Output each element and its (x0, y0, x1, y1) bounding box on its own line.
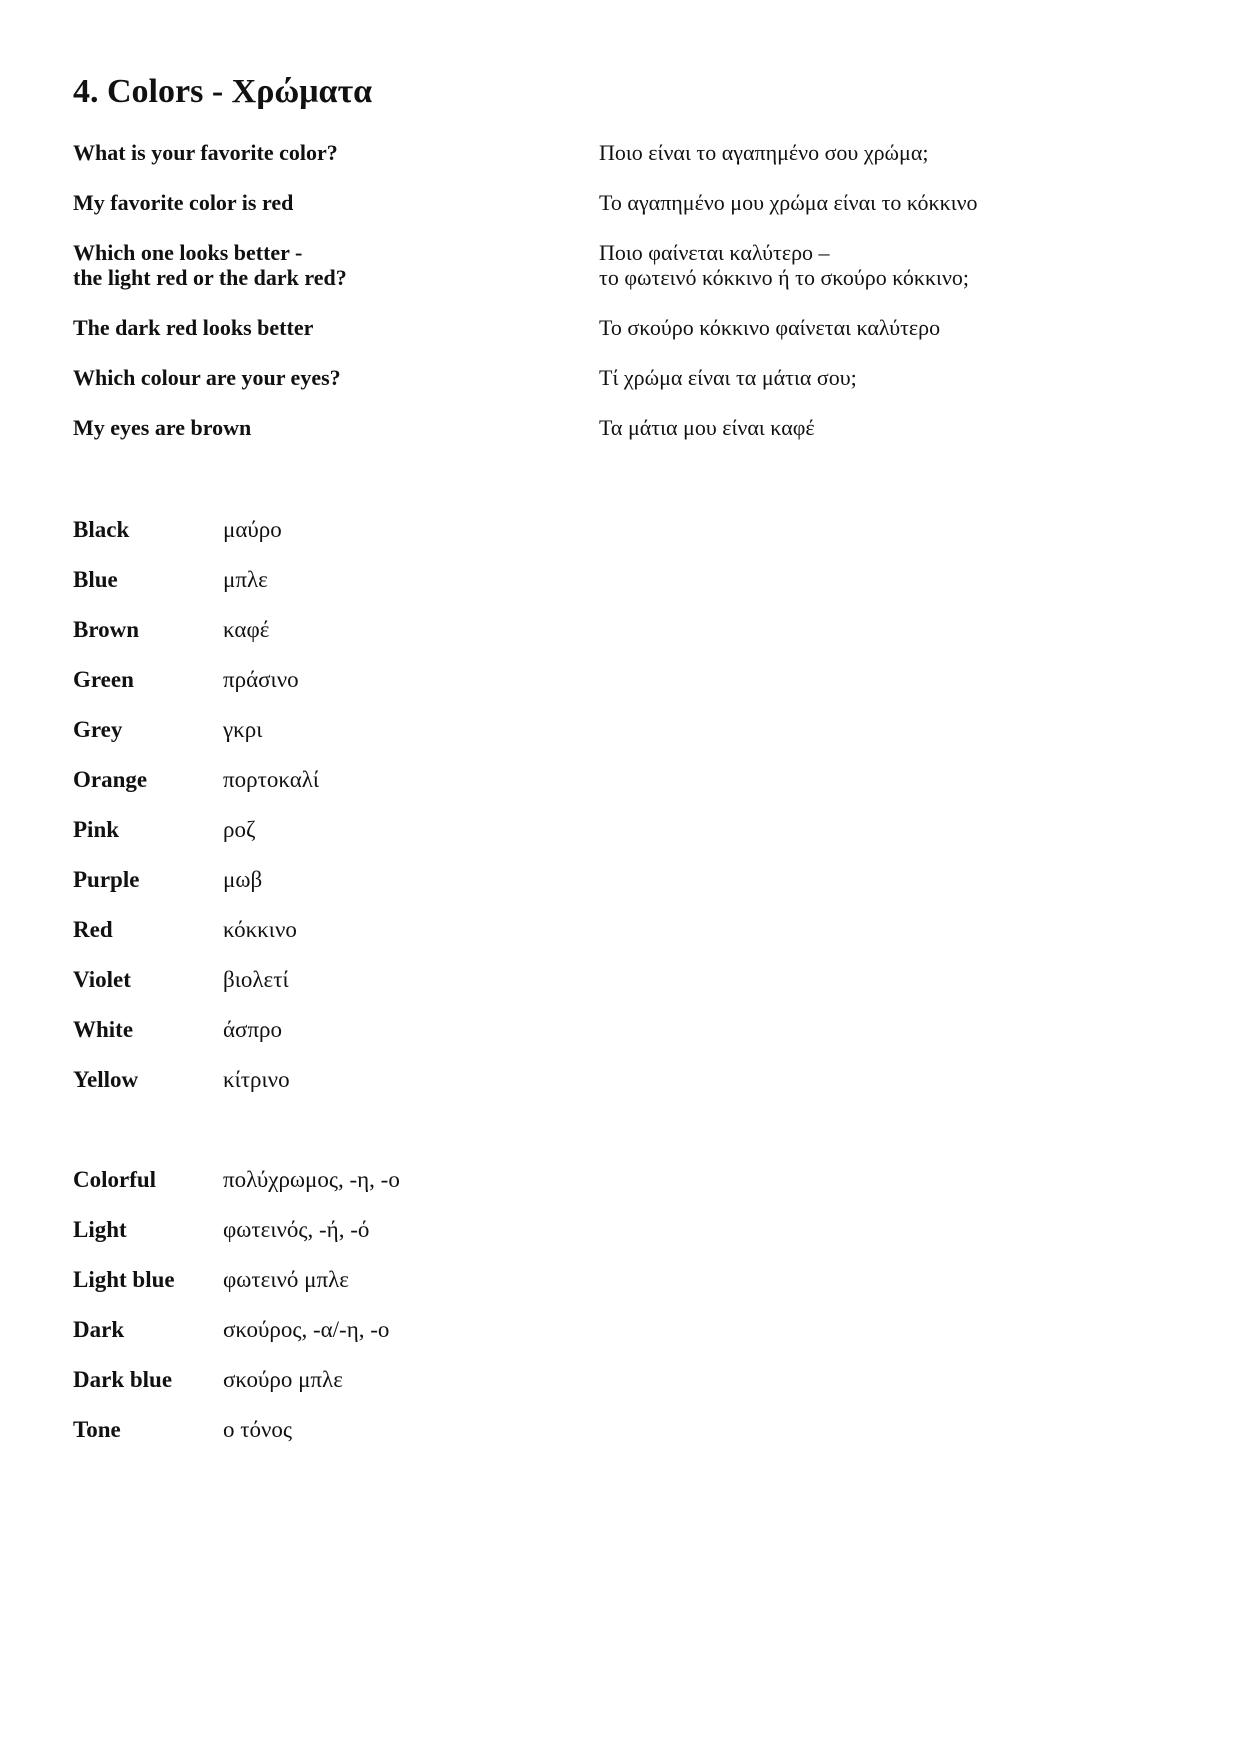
vocab-english: Black (73, 517, 130, 542)
vocab-row (73, 1416, 773, 1466)
vocab-row (73, 616, 773, 666)
vocab-row (73, 766, 773, 816)
vocab-greek: άσπρο (223, 1017, 283, 1042)
phrase-greek: Τί χρώμα είναι τα μάτια σου; (599, 365, 857, 390)
vocab-greek: κίτρινο (223, 1067, 290, 1092)
phrase-row (73, 365, 1173, 415)
vocab-greek: μωβ (223, 867, 263, 892)
vocab-english: Dark (73, 1317, 125, 1342)
vocab-greek: ο τόνος (223, 1417, 292, 1442)
vocab-greek: μαύρο (223, 517, 282, 542)
vocab-english: Light (73, 1217, 127, 1242)
vocab-english: Brown (73, 617, 140, 642)
vocab-english: Violet (73, 967, 131, 992)
vocab-greek: σκούρος, -α/-η, -ο (223, 1317, 390, 1342)
phrase-row (73, 140, 1173, 190)
vocab-english: Light blue (73, 1267, 175, 1292)
vocab-english: Green (73, 667, 134, 692)
vocab-greek: πράσινο (223, 667, 299, 692)
phrase-english: My eyes are brown (73, 415, 252, 440)
vocab-english: Yellow (73, 1067, 139, 1092)
phrase-english: The dark red looks better (73, 315, 314, 340)
color-vocabulary-list (73, 516, 773, 1116)
vocab-greek: μπλε (223, 567, 268, 592)
vocab-greek: φωτεινός, -ή, -ό (223, 1217, 370, 1242)
vocab-row (73, 1166, 773, 1216)
vocab-row (73, 1216, 773, 1266)
vocab-greek: πορτοκαλί (223, 767, 320, 792)
vocab-greek: φωτεινό μπλε (223, 1267, 349, 1292)
vocab-greek: βιολετί (223, 967, 289, 992)
vocab-greek: πολύχρωμος, -η, -ο (223, 1167, 400, 1192)
phrase-list (73, 140, 1173, 465)
vocab-row (73, 816, 773, 866)
vocab-english: White (73, 1017, 134, 1042)
vocab-english: Tone (73, 1417, 121, 1442)
vocab-greek: καφέ (223, 617, 270, 642)
adjective-vocabulary-list (73, 1166, 773, 1466)
phrase-row (73, 315, 1173, 365)
vocab-row (73, 566, 773, 616)
vocab-greek: σκούρο μπλε (223, 1367, 343, 1392)
vocab-greek: γκρι (223, 717, 263, 742)
vocab-english: Red (73, 917, 113, 942)
vocab-row (73, 1066, 773, 1116)
vocab-row (73, 516, 773, 566)
phrase-greek: Ποιο φαίνεται καλύτερο – το φωτεινό κόκκινο ή το σκούρο κόκκινο; (599, 240, 970, 290)
vocab-row (73, 916, 773, 966)
vocab-row (73, 866, 773, 916)
phrase-row (73, 190, 1173, 240)
vocab-greek: ροζ (223, 817, 256, 842)
phrase-english: Which one looks better - the light red or the dark red? (73, 240, 347, 290)
phrase-greek: Το αγαπημένο μου χρώμα είναι το κόκκινο (599, 190, 978, 215)
vocab-row (73, 1266, 773, 1316)
phrase-english: Which colour are your eyes? (73, 365, 341, 390)
phrase-row (73, 415, 1173, 465)
page-title: 4. Colors - Χρώματα (73, 73, 373, 110)
vocab-english: Orange (73, 767, 148, 792)
vocab-greek: κόκκινο (223, 917, 297, 942)
phrase-greek: Ποιο είναι το αγαπημένο σου χρώμα; (599, 140, 929, 165)
phrase-english: What is your favorite color? (73, 140, 338, 165)
vocab-row (73, 966, 773, 1016)
vocab-english: Purple (73, 867, 140, 892)
vocab-english: Colorful (73, 1167, 157, 1192)
phrase-row (73, 240, 1173, 315)
vocab-row (73, 1316, 773, 1366)
vocab-row (73, 1016, 773, 1066)
phrase-greek: Το σκούρο κόκκινο φαίνεται καλύτερο (599, 315, 941, 340)
vocab-row (73, 1366, 773, 1416)
vocab-row (73, 716, 773, 766)
vocab-english: Pink (73, 817, 120, 842)
vocab-row (73, 666, 773, 716)
vocab-english: Dark blue (73, 1367, 173, 1392)
vocab-english: Grey (73, 717, 123, 742)
phrase-english: My favorite color is red (73, 190, 294, 215)
vocab-english: Blue (73, 567, 118, 592)
phrase-greek: Τα μάτια μου είναι καφέ (599, 415, 815, 440)
